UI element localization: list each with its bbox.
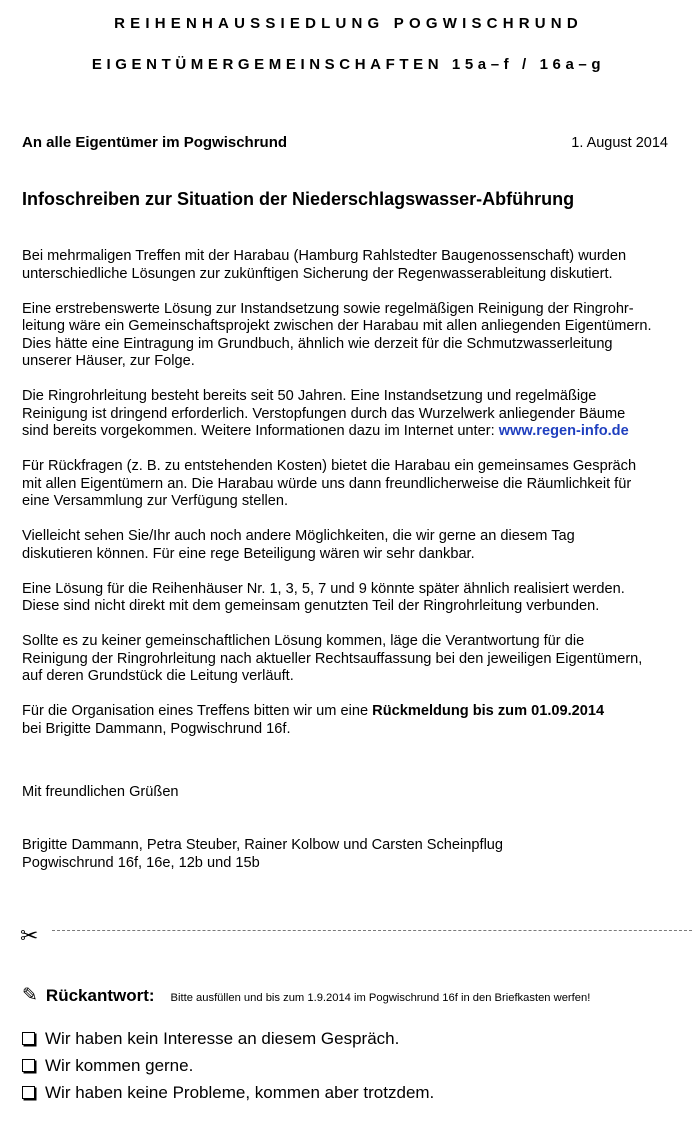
text-line: unterschiedliche Lösungen zur zukünftigen Sicherung der Regenwasserableitung diskutiert. — [22, 265, 613, 282]
text-line: Reinigung der Ringrohrleitung nach aktueller Rechtsauffassung bei den jeweiligen Eigentümern, — [22, 650, 643, 667]
paragraph-7 — [22, 633, 697, 686]
reply-options — [22, 1025, 434, 1106]
text-line: diskutieren können. Für eine rege Beteiligung wären wir sehr dankbar. — [22, 545, 475, 562]
text-line: Dies hätte eine Eintragung im Grundbuch, ähnlich wie derzeit für die Schmutzwasserleitung — [22, 335, 613, 352]
text-line: bei Brigitte Dammann, Pogwischrund 16f. — [22, 720, 291, 737]
reply-deadline: Rückmeldung bis zum 01.09.2014 — [372, 703, 605, 719]
checkbox[interactable] — [22, 1059, 35, 1072]
option-label: Wir kommen gerne. — [45, 1055, 194, 1075]
addressee: An alle Eigentümer im Pogwischrund — [22, 134, 288, 151]
header-line-1: REIHENHAUSSIEDLUNG POGWISCHRUND — [114, 15, 583, 32]
cut-line — [52, 930, 692, 931]
text-line: Vielleicht sehen Sie/Ihr auch noch andere Möglichkeiten, die wir gerne an diesem Tag — [22, 528, 575, 544]
paragraph-3 — [22, 388, 697, 441]
greeting: Mit freundlichen Grüßen — [22, 784, 179, 800]
letter-subject: Infoschreiben zur Situation der Niederschlagswasser-Abführung — [22, 189, 575, 209]
paragraph-1 — [22, 248, 697, 283]
paragraph-6 — [22, 581, 697, 616]
text-line: leitung wäre ein Gemeinschaftsprojekt zwischen der Harabau mit allen anliegenden Eigentümern. — [22, 318, 652, 334]
reply-header — [22, 984, 692, 1006]
option-label: Wir haben keine Probleme, kommen aber trotzdem. — [45, 1082, 435, 1102]
reply-option[interactable] — [22, 1052, 434, 1079]
text-line: Für Rückfragen (z. B. zu entstehenden Kosten) bietet die Harabau ein gemeinsames Gespräch — [22, 458, 637, 474]
header-line-2: EIGENTÜMERGEMEINSCHAFTEN 15a–f / 16a–g — [91, 56, 606, 73]
signer-addresses: Pogwischrund 16f, 16e, 12b und 15b — [22, 854, 260, 871]
text-segment: sind bereits vorgekommen. Weitere Informationen dazu im Internet unter: — [22, 423, 499, 439]
letter-body — [22, 248, 697, 756]
text-line: Sollte es zu keiner gemeinschaftlichen Lösung kommen, läge die Verantwortung für die — [22, 633, 585, 649]
letter-date: 1. August 2014 — [571, 135, 668, 151]
text-line: auf deren Grundstück die Leitung verläuft. — [22, 668, 294, 684]
paragraph-2 — [22, 301, 697, 371]
address-row — [22, 134, 668, 151]
reply-option[interactable] — [22, 1025, 434, 1052]
scissors-icon: ✂ — [20, 924, 39, 949]
paragraph-5 — [22, 528, 697, 563]
reply-label: Rückantwort: — [45, 986, 155, 1005]
checkbox[interactable] — [22, 1032, 35, 1045]
text-line: mit allen Eigentümern an. Die Harabau würde uns dann freundlicherweise die Räumlichkeit für — [22, 475, 632, 492]
text-line: eine Versammlung zur Verfügung stellen. — [22, 493, 289, 509]
signatories — [22, 837, 503, 872]
info-link[interactable]: www.regen-info.de — [498, 423, 629, 439]
text-line: Reinigung ist dringend erforderlich. Verstopfungen durch das Wurzelwerk anliegender Bäume — [22, 405, 626, 422]
text-segment: Für die Organisation eines Treffens bitten wir um eine — [22, 703, 373, 719]
checkbox[interactable] — [22, 1086, 35, 1099]
text-line: Bei mehrmaligen Treffen mit der Harabau (Hamburg Rahlstedter Baugenossenschaft) wurden — [22, 248, 627, 264]
pencil-icon: ✎ — [22, 984, 38, 1006]
reply-note: Bitte ausfüllen und bis zum 1.9.2014 im Pogwischrund 16f in den Briefkasten werfen! — [170, 992, 591, 1004]
paragraph-8 — [22, 703, 697, 738]
text-line: Eine erstrebenswerte Lösung zur Instandsetzung sowie regelmäßigen Reinigung der Ringrohr- — [22, 300, 634, 317]
reply-option[interactable] — [22, 1079, 434, 1106]
text-line: Eine Lösung für die Reihenhäuser Nr. 1, 3, 5, 7 und 9 könnte später ähnlich realisiert werden. — [22, 580, 625, 597]
paragraph-4 — [22, 458, 697, 511]
text-line: Die Ringrohrleitung besteht bereits seit 50 Jahren. Eine Instandsetzung und regelmäßige — [22, 388, 597, 404]
text-line — [22, 423, 697, 441]
text-line — [22, 703, 697, 721]
signer-names: Brigitte Dammann, Petra Steuber, Rainer Kolbow und Carsten Scheinpflug — [22, 837, 504, 853]
text-line: unserer Häuser, zur Folge. — [22, 353, 195, 369]
option-label: Wir haben kein Interesse an diesem Gespräch. — [45, 1028, 400, 1048]
text-line: Diese sind nicht direkt mit dem gemeinsam genutzten Teil der Ringrohrleitung verbunden. — [22, 598, 600, 614]
